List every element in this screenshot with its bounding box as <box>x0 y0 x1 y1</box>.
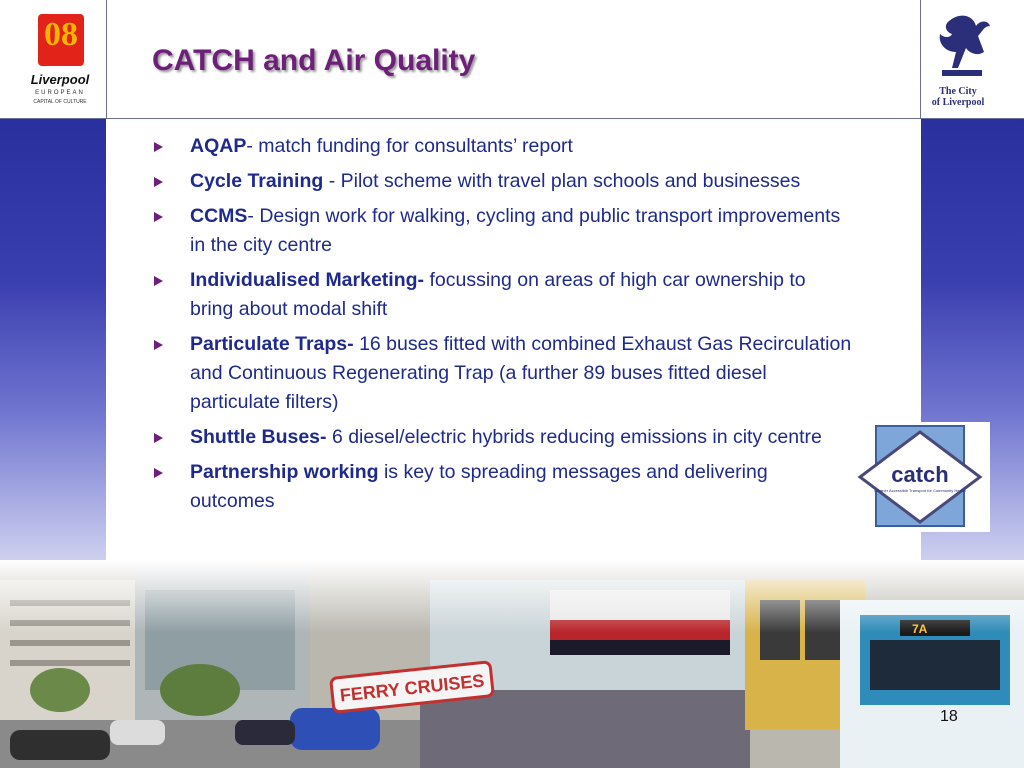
bullet-text: is key to spreading messages and delivering outcomes <box>190 461 768 512</box>
bullet-text: - Design work for walking, cycling and public transport improvements in the city centre <box>190 205 841 256</box>
bullet-keyword: CCMS <box>190 205 248 227</box>
bullet-text: - match funding for consultants’ report <box>246 135 573 157</box>
bullet-arrow-icon <box>154 276 163 286</box>
bullet-item-particulate-traps <box>152 330 852 417</box>
bullet-text: 16 buses fitted with combined Exhaust Gas Recirculation and Continuous Regenerating Trap (a further 89 buses fitted diesel particulate filters) <box>190 333 852 413</box>
bullet-arrow-icon <box>154 142 163 152</box>
bullet-item-aqap <box>152 132 852 161</box>
bullet-item-ccms <box>152 202 852 260</box>
logo-subtitle-2: CAPITAL OF CULTURE <box>33 99 87 105</box>
transport-photo-collage <box>0 560 1024 768</box>
bullet-text: focussing on areas of high car ownership to bring about modal shift <box>190 269 806 320</box>
bullet-keyword: Individualised Marketing- <box>190 269 425 291</box>
logo-subtitle-1: EUROPEAN <box>35 90 85 96</box>
bullet-arrow-icon <box>154 340 163 350</box>
catch-logo-word: catch <box>891 462 949 487</box>
city-of-liverpool-label <box>921 86 995 108</box>
bullet-keyword: AQAP <box>190 135 247 157</box>
bullet-item-partnership-working <box>152 458 852 516</box>
bullet-item-shuttle-buses <box>152 423 852 452</box>
header-divider-left <box>106 0 107 118</box>
bullet-arrow-icon <box>154 433 163 443</box>
bullet-list <box>152 132 852 522</box>
city-label-line1: The City <box>939 86 977 97</box>
liverpool-08-logo <box>20 10 100 108</box>
bullet-text: - Pilot scheme with travel plan schools and businesses <box>323 170 801 192</box>
slide-title: CATCH and Air Quality <box>152 44 476 77</box>
catch-logo-tagline: Cleaner Accessible Transport for Community Health <box>874 488 966 493</box>
bullet-item-cycle-training <box>152 167 852 196</box>
bullet-text: 6 diesel/electric hybrids reducing emissions in city centre <box>326 426 822 448</box>
logo-name: Liverpool <box>30 72 90 87</box>
bullet-arrow-icon <box>154 212 163 222</box>
liverbird-icon <box>928 12 996 82</box>
bullet-arrow-icon <box>154 468 163 478</box>
city-label-line2: of Liverpool <box>931 97 985 108</box>
slide-header <box>0 0 1024 119</box>
bullet-item-individualised-marketing <box>152 266 852 324</box>
bullet-keyword: Partnership working <box>190 461 379 483</box>
bullet-keyword: Cycle Training <box>190 170 324 192</box>
page-number: 18 <box>940 708 958 725</box>
catch-logo <box>852 422 990 532</box>
bullet-arrow-icon <box>154 177 163 187</box>
bullet-keyword: Particulate Traps- <box>190 333 354 355</box>
bullet-keyword: Shuttle Buses- <box>190 426 327 448</box>
logo-number: 08 <box>44 16 78 53</box>
